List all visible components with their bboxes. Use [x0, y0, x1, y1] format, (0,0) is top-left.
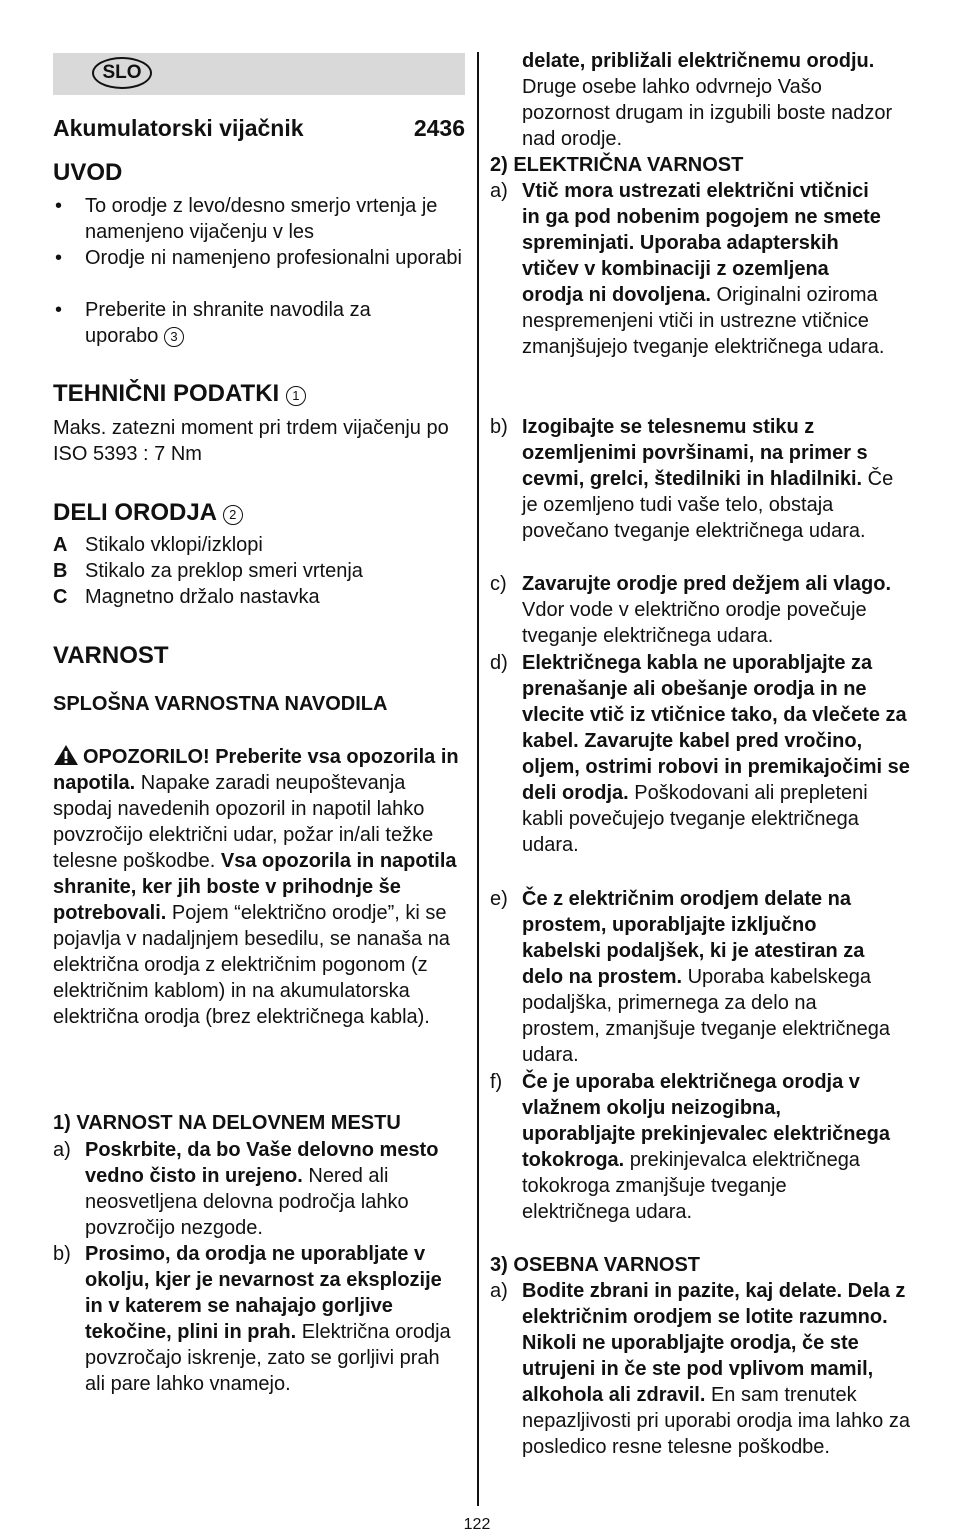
warning-icon: [53, 744, 79, 766]
document-title: [53, 114, 465, 142]
work-area-heading: 1) VARNOST NA DELOVNEM MESTU: [53, 1112, 401, 1134]
safety-heading: VARNOST: [53, 642, 169, 669]
model-number: 2436: [413, 115, 465, 141]
tech-heading: TEHNIČNI PODATKI 1: [53, 379, 306, 409]
product-name: Akumulatorski vijačnik: [53, 115, 304, 141]
figure-ref: 2: [223, 505, 243, 525]
language-bar: [53, 53, 465, 95]
personal-safety-heading: 3) OSEBNA VARNOST: [490, 1254, 701, 1276]
tech-text: Maks. zatezni moment pri trdem vijačenju po ISO 5393 : 7 Nm: [53, 417, 449, 465]
language-badge: SLO: [92, 57, 152, 89]
intro-heading: UVOD: [53, 159, 123, 186]
warning-paragraph: OPOZORILO! Preberite vsa opozorila in napotila. Napake zaradi neupoštevanja spodaj navedenih opozoril in napotil lahko povzročijo električni udar, požar in/ali težke telesne poškodbe. Vsa opozorila in napotila shranite, ker jih boste v prihodnje še potrebovali. Pojem “električno orodje”, ki se pojavlja v nadaljnjem besedilu, se nanaša na električna orodja z električnim pogonom (z električnim kablom) in na akumulatorska električna orodja (brez električnega kabla).: [53, 746, 459, 1028]
continued-item: delate, približali električnemu orodju. Druge osebe lahko odvrnejo Vašo pozornost drugam in izgubili boste nadzor nad orodje.: [522, 50, 893, 150]
figure-ref: 1: [286, 386, 306, 406]
electrical-safety-heading: 2) ELEKTRIČNA VARNOST: [490, 154, 744, 176]
page-number: 122: [463, 1516, 491, 1533]
parts-heading: DELI ORODJA 2: [53, 498, 243, 528]
column-divider: [477, 52, 479, 1506]
general-safety-heading: SPLOŠNA VARNOSTNA NAVODILA: [53, 693, 388, 715]
figure-ref: 3: [164, 327, 184, 347]
